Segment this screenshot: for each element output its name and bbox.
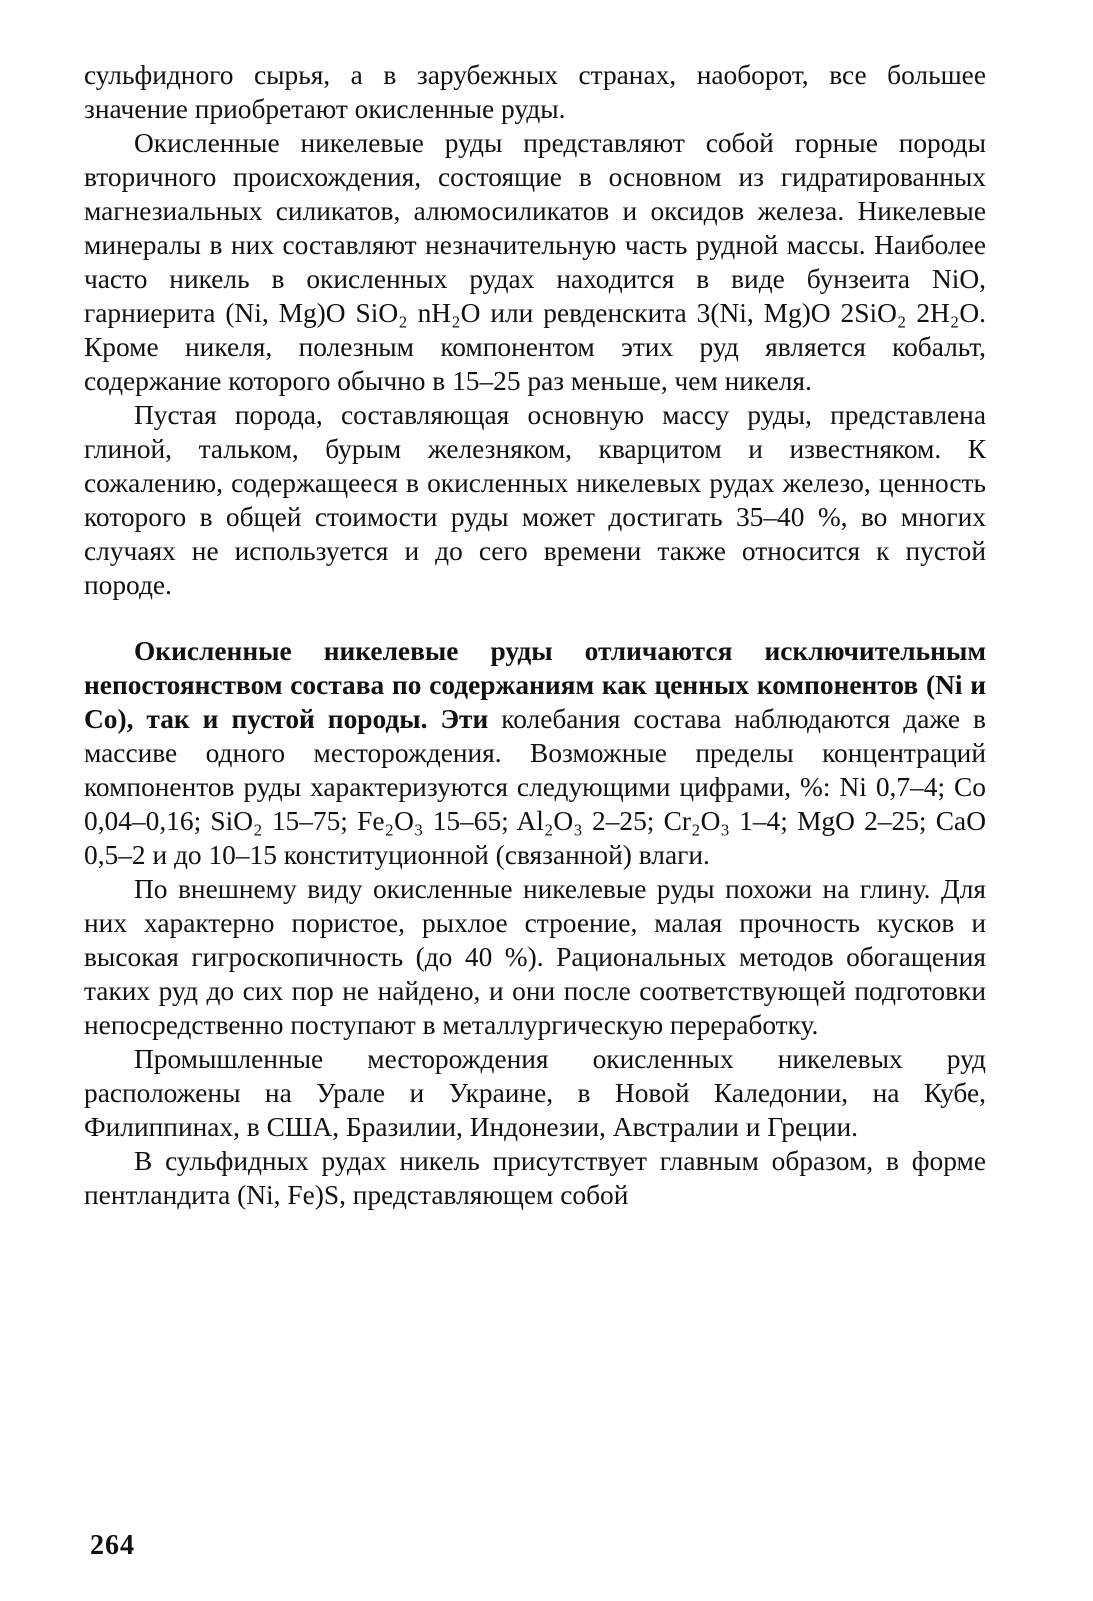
paragraph-5: По внешнему виду окисленные никелевые руды похожи на глину. Для них характерно пористое, рыхлое строение, малая прочность кусков и высокая гигроскопичность (до 40 %). Рациональных методов обогащения таких руд до сих пор не найдено, и они после соответствующей подготовки непосредственно поступают в металлургическую переработку. [84,874,986,1040]
paragraph-2: Окисленные никелевые руды представляют собой горные породы вторичного происхождения, состоящие в основном из гидратированных магнезиальных силикатов, алюмосиликатов и оксидов железа. Никелевые минералы в них составляют незначительную часть рудной массы. Наиболее часто никель в окисленных рудах находится в виде бунзеита NiO, гарниерита (Ni, Mg)O SiO₂ nH₂O или ревденскита 3(Ni, Mg)O 2SiO₂ 2H₂O. Кроме никеля, полезным компонентом этих руд является кобальт, содержание которого обычно в 15–25 раз меньше, чем никеля. [84,128,986,396]
paragraph-4-lead: Окисленные никелевые руды отличаются исключительным непостоянством состава по содержаниям как ценных компонентов (Ni и Co), так и пустой породы. Эти [84,636,986,734]
page-number: 264 [90,1530,135,1561]
paragraph-6: Промышленные месторождения окисленных никелевых руд расположены на Урале и Украине, в Новой Каледонии, на Кубе, Филиппинах, в США, Бразилии, Индонезии, Австралии и Греции. [84,1044,986,1142]
page-body [84,58,986,1212]
paragraph-3: Пустая порода, составляющая основную массу руды, представлена глиной, тальком, бурым железняком, кварцитом и известняком. К сожалению, содержащееся в окисленных никелевых рудах железо, ценность которого в общей стоимости руды может достигать 35–40 %, во многих случаях не используется и до сего времени также относится к пустой породе. [84,400,986,600]
paragraph-4 [84,634,986,872]
paragraph-4-rest: колебания состава наблюдаются даже в массиве одного месторождения. Возможные пределы концентраций компонентов руды характеризуются следующими цифрами, %: Ni 0,7–4; Co 0,04–0,16; SiO₂ 15–75; Fe₂O₃ 15–65; Al₂O₃ 2–25; Cr₂O₃ 1–4; MgO 2–25; CaO 0,5–2 и до 10–15 конституционной (связанной) влаги. [84,704,986,870]
paragraph-7: В сульфидных рудах никель присутствует главным образом, в форме пентландита (Ni, Fe)S, представляющем собой [84,1146,986,1210]
paragraph-1: сульфидного сырья, а в зарубежных странах, наоборот, все большее значение приобретают окисленные руды. [84,60,986,124]
